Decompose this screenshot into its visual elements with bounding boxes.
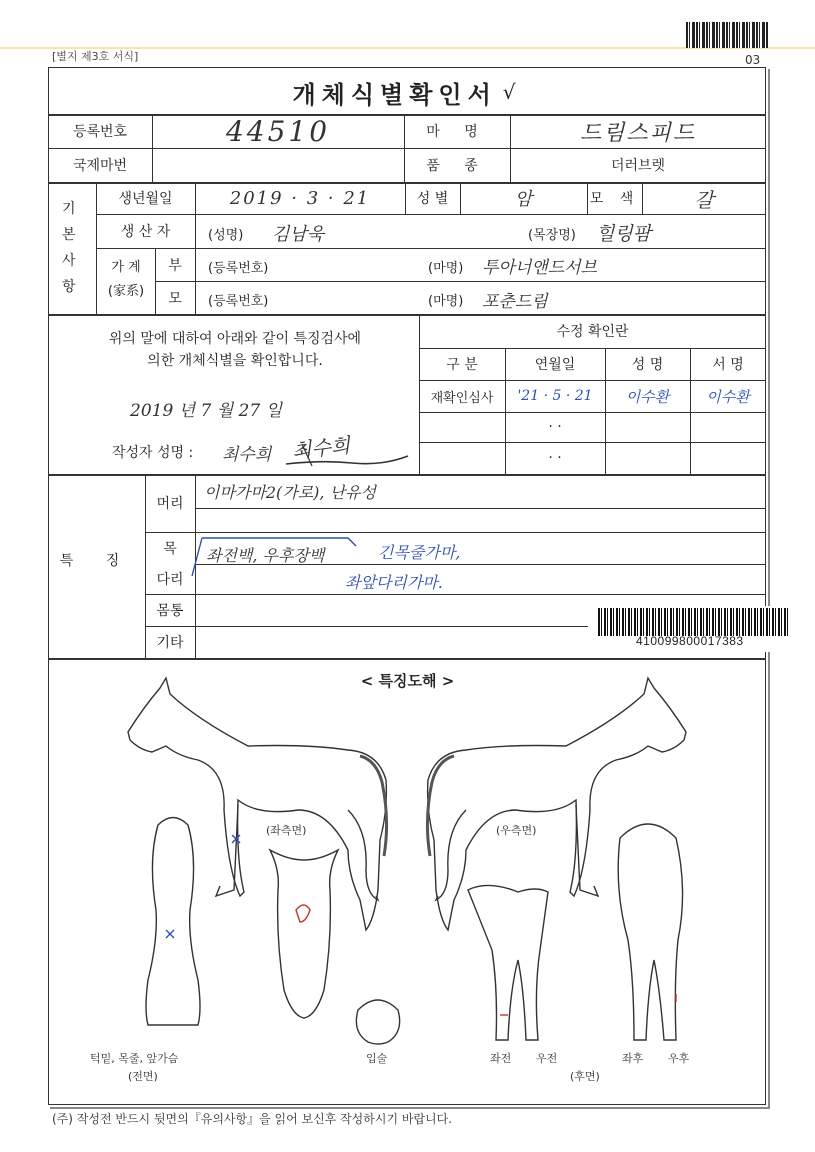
neck-note: 긴목줄가마, (378, 543, 461, 562)
sire-label: 부 (168, 257, 182, 274)
top-barcode (686, 22, 768, 48)
horse-diagram (48, 660, 766, 1100)
neck-leg-bracket (190, 532, 360, 596)
confirm-statement-line2: 의한 개체식별을 확인합니다. (147, 353, 323, 369)
footer-note: (주) 작성전 반드시 뒷면의『유의사항』을 읽어 보신후 작성하시기 바랍니다. (52, 1112, 453, 1126)
writer-signature: 최수희 (291, 433, 352, 463)
front-paren-text: (전면) (128, 1070, 158, 1083)
neck-label: 목 (163, 541, 177, 557)
intl-no-value (152, 148, 404, 182)
producer-name-label: (성명) (208, 228, 244, 243)
horse-name-label: 마 명 (426, 124, 488, 140)
left-fore-caption-text: 좌전 (490, 1052, 512, 1065)
dam-name-value: 포춘드림 (482, 292, 548, 312)
revision-row1-name: 이수환 (625, 387, 670, 406)
dam-reg-no-label: (등록번호) (208, 294, 269, 309)
barcode-bars (598, 608, 788, 636)
breed-value: 더러브렛 (610, 158, 666, 174)
leg-note: 좌앞다리가마. (345, 573, 443, 592)
neck-leg-value: 좌전백, 우후장백 (206, 546, 325, 565)
signature-stroke (282, 438, 412, 472)
revision-title: 수정 확인란 (556, 324, 629, 340)
revision-row1-type: 재확인심사 (430, 390, 494, 406)
writer-label: 작성자 성명 : (112, 445, 194, 461)
sire-name-label: (마명) (428, 261, 464, 276)
revision-header-type: 구 분 (446, 357, 478, 373)
farm-value: 힐링팜 (596, 223, 652, 245)
family-label-text: 가 계 (111, 260, 141, 275)
reg-no-label: 등록번호 (72, 124, 128, 140)
left-hind-caption-text: 좌후 (622, 1052, 644, 1065)
leg-label: 다리 (156, 572, 184, 588)
sire-reg-no-label: (등록번호) (208, 261, 269, 276)
reg-no-value: 44510 (225, 114, 331, 148)
producer-label: 생 산 자 (120, 224, 171, 240)
confirm-date: 2019 년 7 월 27 일 (130, 401, 282, 421)
family-hanja: (家系) (107, 284, 145, 299)
features-side-label: 특 징 (59, 553, 134, 569)
hindlegs-rear-view (618, 824, 682, 1040)
front-caption-text: 턱밑, 목줄, 앞가슴 (90, 1052, 179, 1065)
right-side-caption: (우측면) (496, 824, 537, 837)
birth-label: 생년월일 (118, 191, 173, 207)
horse-name-value: 드림스피드 (579, 120, 697, 146)
sire-name-value: 투아너앤드서브 (482, 258, 597, 278)
sex-label: 성 별 (416, 191, 449, 207)
right-hind-caption-text: 우후 (668, 1052, 690, 1065)
breed-label: 품 종 (426, 158, 488, 174)
forelegs-front-view (468, 885, 548, 1040)
family-label (98, 256, 154, 304)
right-side-horse (427, 678, 686, 930)
sex-value: 암 (514, 189, 533, 210)
lips-view (356, 1000, 399, 1044)
barcode-number: 410099800017383 (636, 634, 744, 648)
title-check-mark: √ (502, 80, 522, 104)
revision-row1-sign: 이수환 (706, 387, 750, 406)
producer-name-value: 김남욱 (272, 224, 325, 245)
left-side-caption: (좌측면) (266, 824, 307, 837)
farm-label: (목장명) (528, 228, 576, 243)
title-text: 개체식별확인서 (292, 80, 497, 109)
head-value: 이마가마2(가로), 난유성 (204, 483, 376, 502)
confirm-statement (60, 328, 410, 372)
color-label: 모 색 (589, 191, 640, 207)
page-title (48, 70, 766, 114)
etc-label: 기타 (156, 635, 184, 651)
dam-name-label: (마명) (428, 294, 464, 309)
page-number: 03 (745, 53, 761, 67)
revision-header-name: 성 명 (631, 357, 664, 373)
birth-value: 2019 · 3 · 21 (229, 187, 371, 209)
basic-side-label: 기본사항 (62, 201, 76, 295)
rear-paren-text: (후면) (570, 1070, 600, 1083)
form-tag: [별지 제3호 서식] (52, 50, 139, 63)
color-value: 갈 (694, 187, 714, 212)
confirm-statement-line1: 위의 말에 대하여 아래와 같이 특징검사에 (108, 331, 362, 347)
revision-row2-date: · · (548, 419, 562, 435)
head-front-view (270, 850, 338, 1018)
right-fore-caption-text: 우전 (536, 1052, 558, 1065)
intl-no-label: 국제마번 (72, 158, 128, 174)
front-neck-view (146, 818, 200, 1026)
writer-name: 최수희 (222, 445, 272, 465)
left-side-horse (128, 678, 387, 930)
barcode-sticker (588, 606, 798, 652)
dam-label: 모 (168, 290, 182, 307)
diagram-title: < 특징도해 > (360, 672, 455, 690)
revision-row1-date: '21 · 5 · 21 (517, 388, 593, 404)
head-label: 머리 (156, 496, 184, 512)
revision-header-sign: 서 명 (712, 357, 744, 373)
revision-header-date: 연월일 (534, 357, 576, 373)
revision-row3-date: · · (548, 450, 562, 466)
body-label: 몸통 (156, 603, 184, 619)
lips-caption-text: 입술 (366, 1052, 388, 1065)
